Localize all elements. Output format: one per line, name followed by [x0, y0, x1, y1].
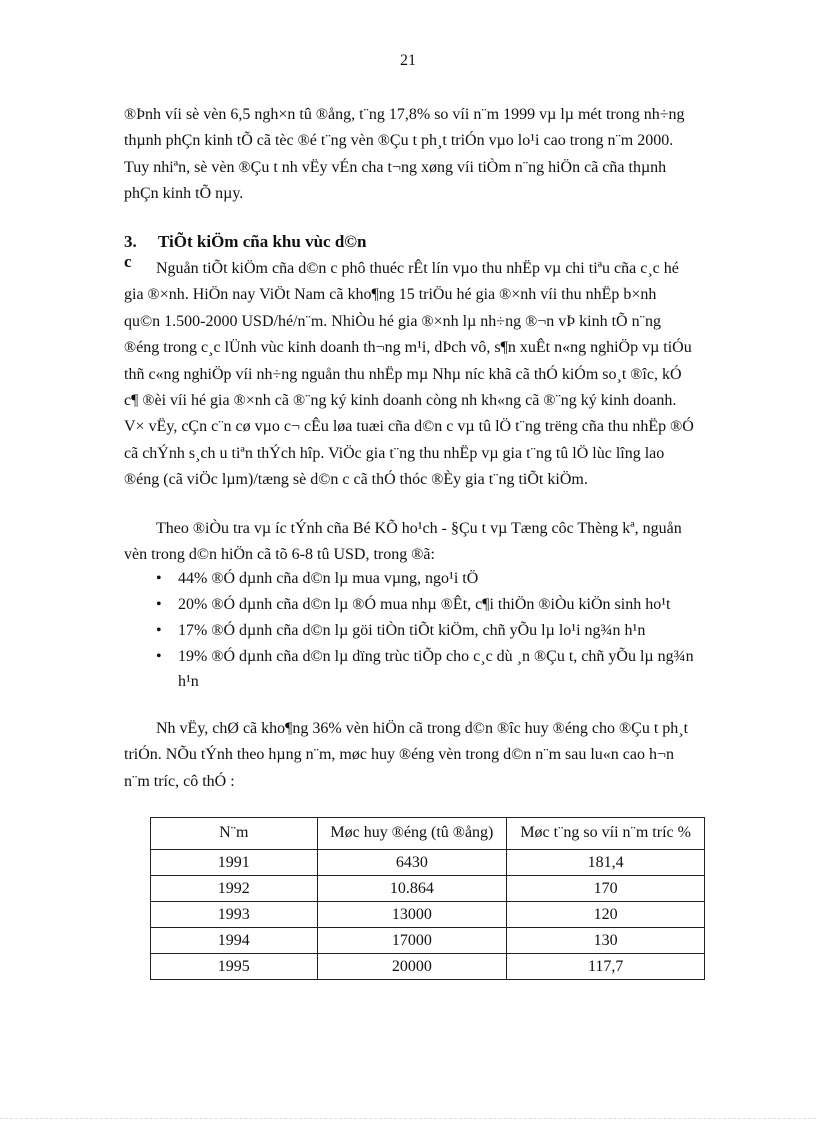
cell-growth: 117,7	[507, 954, 705, 980]
cell-growth: 170	[507, 876, 705, 902]
cell-amount: 20000	[317, 954, 507, 980]
paragraph-conclusion: Nh vËy, chØ cã kho¶ng 36% vèn hiÖn cã trong d©n ®îc huy ®éng cho ®Çu t ph¸t triÓn. NÕu tÝnh theo hµng n¨m, møc huy ®éng vèn trong d©n n¨m sau lu«n cao h¬n n¨m tríc, cô thÓ :	[124, 720, 689, 790]
table-row	[151, 876, 705, 902]
list-item: • 17% ®Ó dµnh cña d©n lµ göi tiÒn tiÕt kiÖm, chñ yÕu lµ lo¹i ng¾n h¹n	[152, 618, 698, 643]
cell-growth: 181,4	[507, 850, 705, 876]
page-number: 21	[400, 52, 416, 69]
table-row	[151, 850, 705, 876]
header-mobilized-amount: Møc huy ®éng (tû ®ång)	[317, 818, 507, 850]
savings-allocation-list	[152, 566, 698, 695]
header-growth-rate: Møc t¨ng so víi n¨m tríc %	[507, 818, 705, 850]
cell-year: 1993	[151, 902, 318, 928]
cell-year: 1991	[151, 850, 318, 876]
list-item: • 19% ®Ó dµnh cña d©n lµ dïng trùc tiÕp cho c¸c dù ¸n ®Çu t, chñ yÕu lµ ng¾n h¹n	[152, 644, 698, 694]
section-number: 3.	[124, 232, 137, 251]
cell-growth: 120	[507, 902, 705, 928]
paragraph-household-savings: Nguån tiÕt kiÖm cña d©n c phô thuéc rÊt lín vµo thu nhËp vµ chi tiªu cña c¸c hé gia ®×nh. HiÖn nay ViÖt Nam cã kho¶ng 15 triÖu hé gia ®×nh víi thu nhËp b×nh qu©n 1.500-2000 USD/hé/n¨m. NhiÒu hé gia ®×nh lµ nh÷ng ®¬n vÞ kinh tÕ n¨ng ®éng trong c¸c lÜnh vùc kinh doanh th¬ng m¹i, dÞch vô, s¶n xuÊt n«ng nghiÖp vµ tiÓu thñ c«ng nghiÖp víi nh÷ng nguån thu nhËp mµ Nhµ níc khã cã thÓ kiÓm so¸t ®îc, kÓ c¶ ®èi víi hé gia ®×nh cã ®¨ng ký kinh doanh còng nh kh«ng cã ®¨ng ký kinh doanh. V× vËy, cÇn c¨n cø vµo c¬ cÊu løa tuæi cña d©n c vµ tû lÖ t¨ng trëng cña thu nhËp ®Ó cã chÝnh s¸ch u tiªn thÝch hîp. ViÖc gia t¨ng thu nhËp vµ gia t¨ng tû lÖ lùc lîng lao ®éng (cã viÖc lµm)/tæng sè d©n c cã thÓ thóc ®Èy gia t¨ng tiÕt kiÖm.	[124, 260, 694, 489]
cell-amount: 10.864	[317, 876, 507, 902]
section-title: TiÕt kiÖm cña khu vùc d©n c	[124, 232, 367, 271]
header-year: N¨m	[151, 818, 318, 850]
table-row	[151, 954, 705, 980]
cell-amount: 6430	[317, 850, 507, 876]
cell-growth: 130	[507, 928, 705, 954]
table-header-row	[151, 818, 705, 850]
cell-year: 1995	[151, 954, 318, 980]
page-bottom-rule	[0, 1118, 816, 1119]
table-row	[151, 902, 705, 928]
cell-amount: 13000	[317, 902, 507, 928]
table-row	[151, 928, 705, 954]
list-item: • 20% ®Ó dµnh cña d©n lµ ®Ó mua nhµ ®Êt, c¶i thiÖn ®iÒu kiÖn sinh ho¹t	[152, 592, 698, 617]
paragraph-survey: Theo ®iÒu tra vµ íc tÝnh cña Bé KÕ ho¹ch - §Çu t vµ Tæng côc Thèng kª, nguån vèn trong d©n hiÖn cã tõ 6-8 tû USD, trong ®ã:	[124, 520, 682, 564]
cell-year: 1994	[151, 928, 318, 954]
list-item: • 44% ®Ó dµnh cña d©n lµ mua vµng, ngo¹i tÖ	[152, 566, 698, 591]
cell-amount: 17000	[317, 928, 507, 954]
cell-year: 1992	[151, 876, 318, 902]
mobilization-table	[150, 817, 705, 980]
paragraph-intro: ®Þnh víi sè vèn 6,5 ngh×n tû ®ång, t¨ng 17,8% so víi n¨m 1999 vµ lµ mét trong nh÷ng thµnh phÇn kinh tÕ cã tèc ®é t¨ng vèn ®Çu t ph¸t triÓn vµo lo¹i cao trong n¨m 2000. Tuy nhiªn, sè vèn ®Çu t nh vËy vÉn cha t¬ng xøng víi tiÒm n¨ng hiÖn cã cña thµnh phÇn kinh tÕ nµy.	[124, 106, 685, 203]
